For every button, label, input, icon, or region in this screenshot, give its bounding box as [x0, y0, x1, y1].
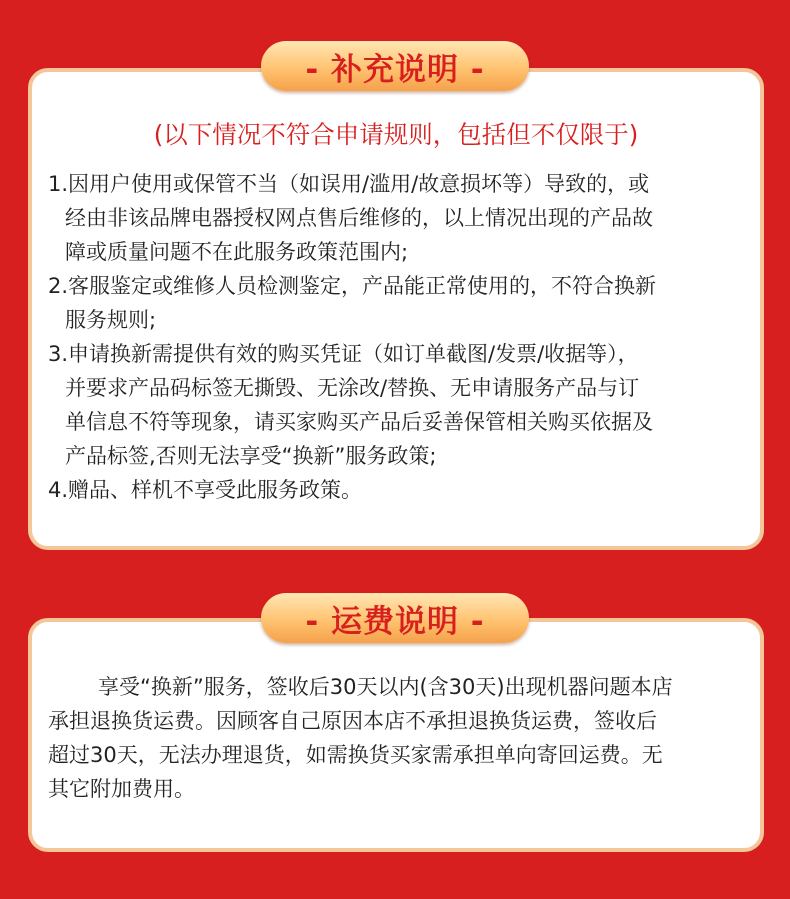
rule-line: 单信息不符等现象，请买家购买产品后妥善保管相关购买依据及	[65, 410, 653, 434]
shipping-title: - 运费说明 -	[305, 603, 485, 640]
rule-line: 经由非该品牌电器授权网点售后维修的，以上情况出现的产品故	[65, 206, 653, 230]
rule-line: 障或质量问题不在此服务政策范围内;	[65, 240, 409, 264]
rule-line: 4.赠品、样机不享受此服务政策。	[48, 478, 363, 502]
supplement-title-badge	[261, 41, 529, 91]
shipping-line: 其它附加费用。	[48, 777, 195, 801]
shipping-line: 超过30天，无法办理退货，如需换货买家需承担单向寄回运费。无	[48, 743, 663, 767]
shipping-description	[48, 670, 748, 806]
rule-item-1	[48, 167, 748, 269]
rule-line: 1.因用户使用或保管不当（如误用/滥用/故意损坏等）导致的，或	[48, 172, 650, 196]
shipping-title-badge	[261, 593, 529, 643]
rule-line: 并要求产品码标签无撕毁、无涂改/替换、无申请服务产品与订	[65, 376, 640, 400]
supplement-title: - 补充说明 -	[305, 51, 485, 88]
rule-line: 3.申请换新需提供有效的购买凭证（如订单截图/发票/收据等），	[48, 342, 639, 366]
rule-line: 服务规则;	[65, 308, 157, 332]
rule-line: 2.客服鉴定或维修人员检测鉴定，产品能正常使用的，不符合换新	[48, 274, 657, 298]
rule-item-2	[48, 269, 748, 337]
rule-line: 产品标签,否则无法享受“换新”服务政策;	[65, 444, 437, 468]
shipping-line: 享受“换新”服务，签收后30天以内(含30天)出现机器问题本店	[98, 675, 673, 699]
shipping-line: 承担退换货运费。因顾客自己原因本店不承担退换货运费，签收后	[48, 709, 657, 733]
supplement-subtitle: (以下情况不符合申请规则，包括但不仅限于)	[153, 120, 639, 149]
supplement-rules-list	[48, 167, 748, 507]
rule-item-3	[48, 337, 748, 473]
rule-item-4	[48, 473, 748, 507]
